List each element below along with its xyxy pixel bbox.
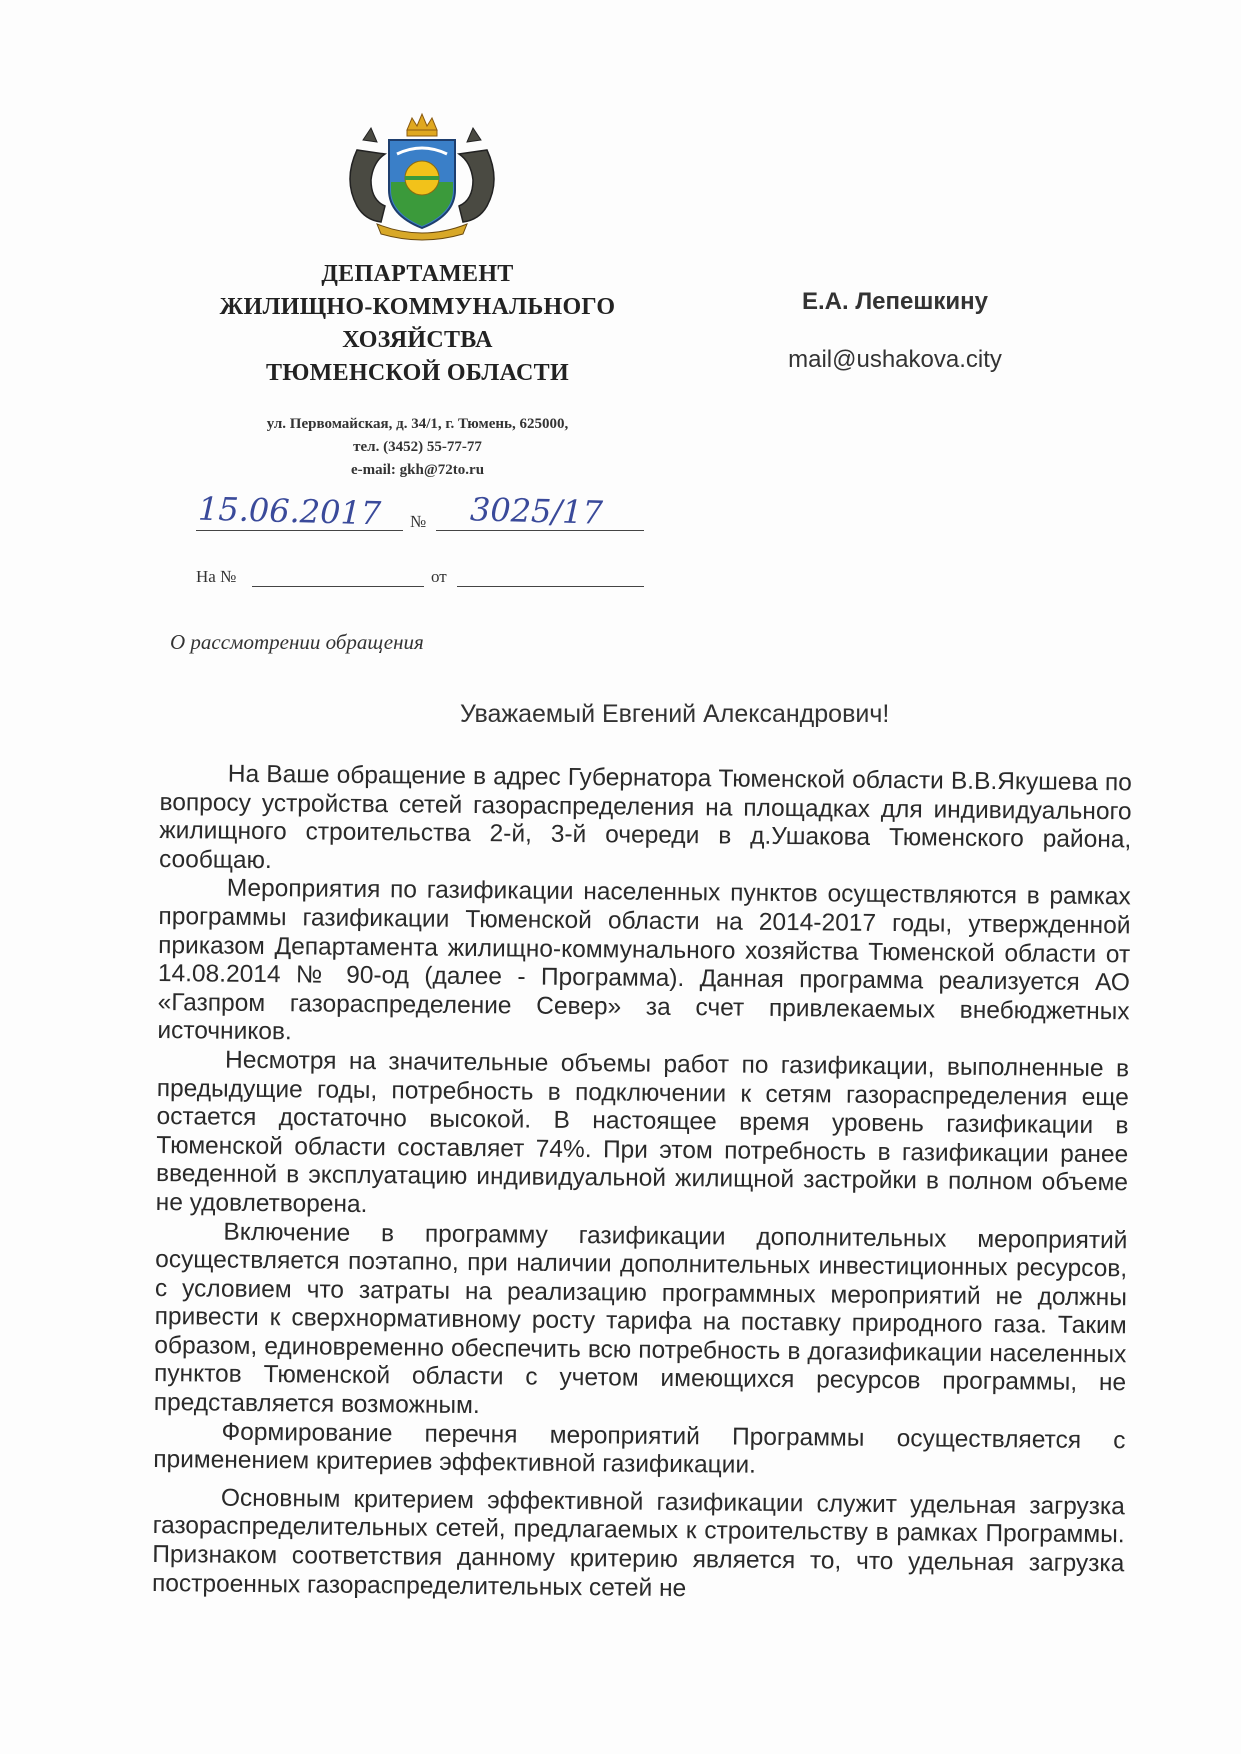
recipient-block xyxy=(775,288,1015,374)
letter-body xyxy=(152,760,1132,1608)
phone-line: тел. (3452) 55-77-77 xyxy=(353,439,482,455)
body-paragraph: Несмотря на значительные объемы работ по газификации, выполненные в предыдущие годы, потребность в подключении к сетям газораспределения еще остается достаточно высокой. В настоящее время уровень газификации в Тюменской области составляет 74%. При этом потребность в газификации ранее введенной в эксплуатацию индивидуальной жилищной застройки в полном объеме не удовлетворена. xyxy=(155,1046,1130,1218)
department-line: ТЮМЕНСКОЙ ОБЛАСТИ xyxy=(266,360,569,386)
recipient-name: Е.А. Лепешкину xyxy=(802,288,988,315)
reference-number-label: На № xyxy=(196,567,237,586)
letter-subject: О рассмотрении обращения xyxy=(170,630,424,654)
reference-date-label: от xyxy=(431,567,447,586)
reference-number-underline xyxy=(252,586,424,587)
recipient-email: mail@ushakova.city xyxy=(788,346,1002,373)
date-underline xyxy=(196,530,403,531)
number-sign: № xyxy=(410,512,427,531)
department-name xyxy=(190,258,645,390)
handwritten-number: 3025/17 xyxy=(469,490,604,532)
handwritten-date: 15.06.2017 xyxy=(197,489,382,533)
body-paragraph: На Ваше обращение в адрес Губернатора Тюменской области В.В.Якушева по вопросу устройства сетей газораспределения на площадках для индивидуального жилищного строительства 2-й, 3-й очереди в д.Ушакова Тюменского района, сообщаю. xyxy=(158,760,1132,874)
body-paragraph: Включение в программу газификации дополнительных мероприятий осуществляется поэтапно, при наличии дополнительных инвестиционных ресурсов, с условием что затраты на реализацию программных мероприятий не должны привести к сверхнормативному росту тарифа на поставку природного газа. Таким образом, единовременно обеспечить всю потребность в догазификации населенных пунктов Тюменской области с учетом имеющихся ресурсов программы, не представляется возможным. xyxy=(153,1218,1128,1420)
department-line: ХОЗЯЙСТВА xyxy=(342,327,493,353)
department-line: ДЕПАРТАМЕНТ xyxy=(321,261,514,287)
number-underline xyxy=(436,530,644,531)
body-paragraph: Основным критерием эффективной газификации служит удельная загрузка газораспределительных сетей, предлагаемых к строительству в рамках Программы. Признаком соответствия данному критерию является то, что удельная загрузка построенных газораспределительных сетей не xyxy=(151,1484,1126,1602)
department-contacts xyxy=(190,413,645,482)
body-paragraph: Формирование перечня мероприятий Программы осуществляется с применением критериев эффективной газификации. xyxy=(153,1418,1126,1480)
body-paragraph: Мероприятия по газификации населенных пунктов осуществляются в рамках программы газификации Тюменской области на 2014-2017 годы, утвержденной приказом Департамента жилищно-коммунального хозяйства Тюменской области от 14.08.2014 № 90-од (далее - Программа). Данная программа реализуется АО «Газпром газораспределение Север» за счет привлекаемых внебюджетных источников. xyxy=(157,875,1131,1046)
greeting: Уважаемый Евгений Александрович! xyxy=(460,700,890,728)
coat-of-arms-icon xyxy=(337,110,507,242)
email-line: e-mail: gkh@72to.ru xyxy=(350,462,485,478)
reference-date-underline xyxy=(457,586,644,587)
department-line: ЖИЛИЩНО-КОММУНАЛЬНОГО xyxy=(219,294,616,320)
address-line: ул. Первомайская, д. 34/1, г. Тюмень, 625000, xyxy=(266,416,569,432)
